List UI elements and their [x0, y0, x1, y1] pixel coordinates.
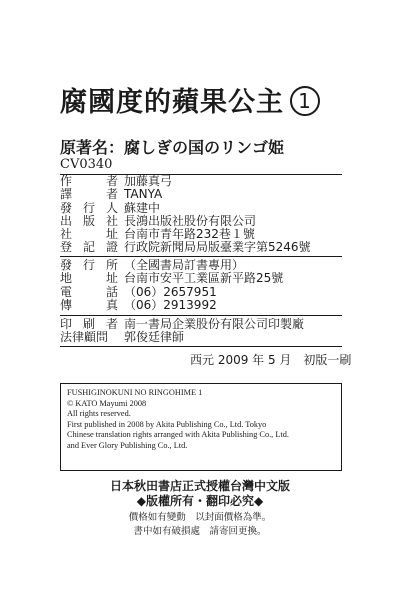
- credit-label: 發 行 所: [60, 258, 118, 272]
- book-title: [60, 80, 320, 119]
- original-title: 原著名：腐しぎの国のリンゴ姫: [60, 138, 285, 157]
- credit-row: [60, 188, 342, 201]
- credit-label: 印 刷 者: [60, 317, 118, 331]
- volume-number: 1: [290, 86, 320, 116]
- copyright-line: FUSHIGINOKUNI NO RINGOHIME 1: [67, 388, 203, 397]
- credit-row: [60, 175, 342, 188]
- credit-row: [60, 299, 342, 312]
- credit-row: [60, 286, 342, 299]
- credit-value: 加藤真弓: [124, 174, 173, 188]
- copyright-line: © KATO Mayumi 2008: [67, 398, 147, 408]
- copyright-box: [60, 383, 342, 471]
- damage-note: 書中如有破損處 請寄回更換。: [133, 526, 267, 537]
- credit-value: 台南市青年路232巷１號: [124, 227, 255, 242]
- credits-group-3: [60, 318, 342, 345]
- credit-label: 出 版 社: [60, 213, 118, 228]
- credit-value: 南一書局企業股份有限公司印製廠: [124, 317, 305, 331]
- copyright-line: All rights reserved.: [67, 409, 131, 419]
- divider: [60, 256, 342, 257]
- credit-label: 社 址: [60, 227, 118, 242]
- credit-label: 電 話: [60, 284, 118, 299]
- credit-label: 法律顧問: [60, 330, 109, 345]
- copyright-line: First published in 2008 by Akita Publishing Co., Ltd. Tokyo: [67, 419, 267, 429]
- authorization-notice: 日本秋田書店正式授權台灣中文版: [109, 479, 290, 493]
- rights-notice: ◆版權所有・翻印必究◆: [136, 494, 264, 508]
- credit-row: [60, 272, 342, 285]
- credit-label: 譯 者: [60, 187, 118, 202]
- title-text: 腐國度的蘋果公主: [60, 87, 284, 118]
- credit-row: [60, 241, 342, 254]
- credit-label: 發 行 人: [60, 200, 118, 215]
- credits-group-1: [60, 175, 342, 255]
- credit-label: 作 者: [60, 174, 118, 188]
- copyright-line: and Ever Glory Publishing Co., Ltd.: [67, 440, 188, 450]
- credit-value: 行政院新聞局局版臺業字第5246號: [124, 240, 311, 255]
- edition-date: 西元 2009 年 5 月 初版一刷: [190, 353, 352, 367]
- divider: [60, 315, 342, 316]
- credit-value: 台南市安平工業區新平路25號: [124, 271, 284, 286]
- credit-value: 郭俊廷律師: [124, 330, 185, 345]
- price-note: 價格如有變動 以封面價格為準。: [128, 512, 272, 523]
- copyright-line: Chinese translation rights arranged with Akita Publishing Co., Ltd.: [67, 430, 289, 440]
- credit-label: 登 記 證: [60, 240, 118, 255]
- credit-value: 蘇建中: [124, 200, 161, 215]
- credit-label: 傳 真: [60, 297, 118, 312]
- credit-value: TANYA: [124, 187, 163, 202]
- product-code: CV0340: [60, 157, 113, 172]
- credit-label: 地 址: [60, 271, 118, 286]
- credits-group-2: [60, 259, 342, 312]
- credit-value: （06）2657951: [124, 284, 217, 299]
- divider: [60, 346, 342, 347]
- credit-row: [60, 331, 342, 344]
- credit-value: （06）2913992: [124, 297, 217, 312]
- credit-value: （全國書局訂書專用）: [124, 258, 245, 272]
- credit-value: 長鴻出版社股份有限公司: [124, 213, 257, 228]
- credit-row: [60, 202, 342, 215]
